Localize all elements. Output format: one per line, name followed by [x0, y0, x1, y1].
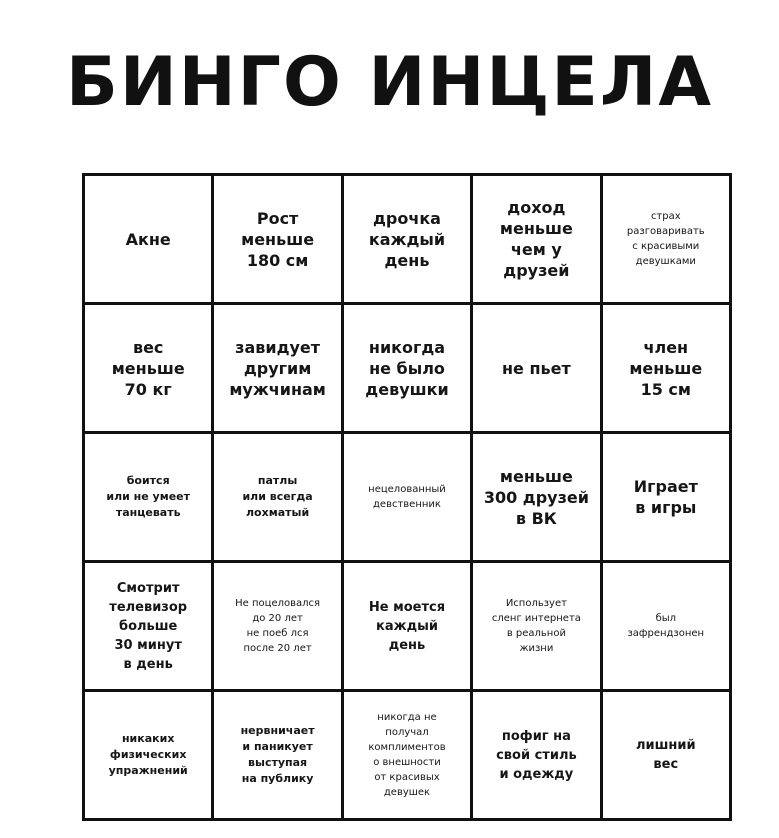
- bingo-cell-text: Акне: [125, 229, 171, 249]
- bingo-cell-text: нецелованный девственник: [368, 484, 446, 510]
- bingo-cell-text: Смотрит телевизор больше 30 минут в день: [109, 580, 188, 672]
- bingo-cell[interactable]: [603, 434, 729, 560]
- bingo-cell-text: нервничает и паникует выступая на публику: [240, 724, 315, 785]
- bingo-cell-text: Играет в игры: [633, 477, 698, 517]
- bingo-cell[interactable]: [214, 434, 340, 560]
- bingo-cell[interactable]: [473, 563, 599, 689]
- bingo-cell-text: Не моется каждый день: [368, 599, 446, 653]
- bingo-cell-text: доход меньше чем у друзей: [499, 198, 573, 280]
- bingo-cell-text: никогда не было девушки: [365, 337, 449, 399]
- bingo-cell[interactable]: [344, 305, 470, 431]
- bingo-cell[interactable]: [344, 692, 470, 818]
- bingo-cell-text: Рост меньше 180 см: [241, 208, 315, 270]
- bingo-cell[interactable]: [603, 305, 729, 431]
- bingo-cell[interactable]: [603, 692, 729, 818]
- bingo-cell[interactable]: [85, 434, 211, 560]
- bingo-cell[interactable]: [214, 176, 340, 302]
- bingo-cell[interactable]: [473, 692, 599, 818]
- bingo-cell[interactable]: [214, 305, 340, 431]
- bingo-cell[interactable]: [214, 692, 340, 818]
- bingo-cell-text: пофиг на свой стиль и одежду: [496, 728, 577, 782]
- bingo-cell[interactable]: [344, 563, 470, 689]
- bingo-cell[interactable]: [473, 176, 599, 302]
- bingo-cell-text: завидует другим мужчинам: [229, 337, 326, 399]
- bingo-cell-text: вес меньше 70 кг: [111, 337, 185, 399]
- bingo-cell-text: член меньше 15 см: [629, 337, 703, 399]
- bingo-cell-text: никогда не получал комплиментов о внешности от красивых девушек: [368, 712, 446, 798]
- bingo-cell[interactable]: [214, 563, 340, 689]
- bingo-cell-text: дрочка каждый день: [368, 208, 446, 270]
- bingo-cell[interactable]: [603, 563, 729, 689]
- page-title: БИНГО ИНЦЕЛА: [66, 43, 713, 122]
- bingo-cell[interactable]: [473, 305, 599, 431]
- bingo-cell[interactable]: [603, 176, 729, 302]
- bingo-cell-text: лишний вес: [635, 738, 696, 772]
- bingo-cell[interactable]: [344, 434, 470, 560]
- bingo-cell-text: страх разговаривать с красивыми девушками: [626, 211, 705, 267]
- bingo-cell[interactable]: [85, 563, 211, 689]
- bingo-cell-text: патлы или всегда лохматый: [242, 474, 313, 519]
- bingo-cell[interactable]: [85, 305, 211, 431]
- bingo-cell[interactable]: [85, 692, 211, 818]
- bingo-cell-text: был зафрендзонен: [627, 613, 705, 639]
- bingo-grid: [82, 173, 732, 821]
- bingo-cell-text: боится или не умеет танцевать: [106, 474, 191, 519]
- bingo-cell-text: не пьет: [502, 358, 571, 378]
- bingo-cell-text: Использует сленг интернета в реальной жизни: [491, 598, 581, 654]
- bingo-cell[interactable]: [85, 176, 211, 302]
- bingo-cell-text: Не поцеловался до 20 лет не поеб лся после 20 лет: [235, 598, 321, 654]
- bingo-cell-text: меньше 300 друзей в ВК: [483, 466, 589, 528]
- bingo-cell[interactable]: [344, 176, 470, 302]
- bingo-cell-text: никаких физических упражнений: [108, 732, 188, 777]
- bingo-cell[interactable]: [473, 434, 599, 560]
